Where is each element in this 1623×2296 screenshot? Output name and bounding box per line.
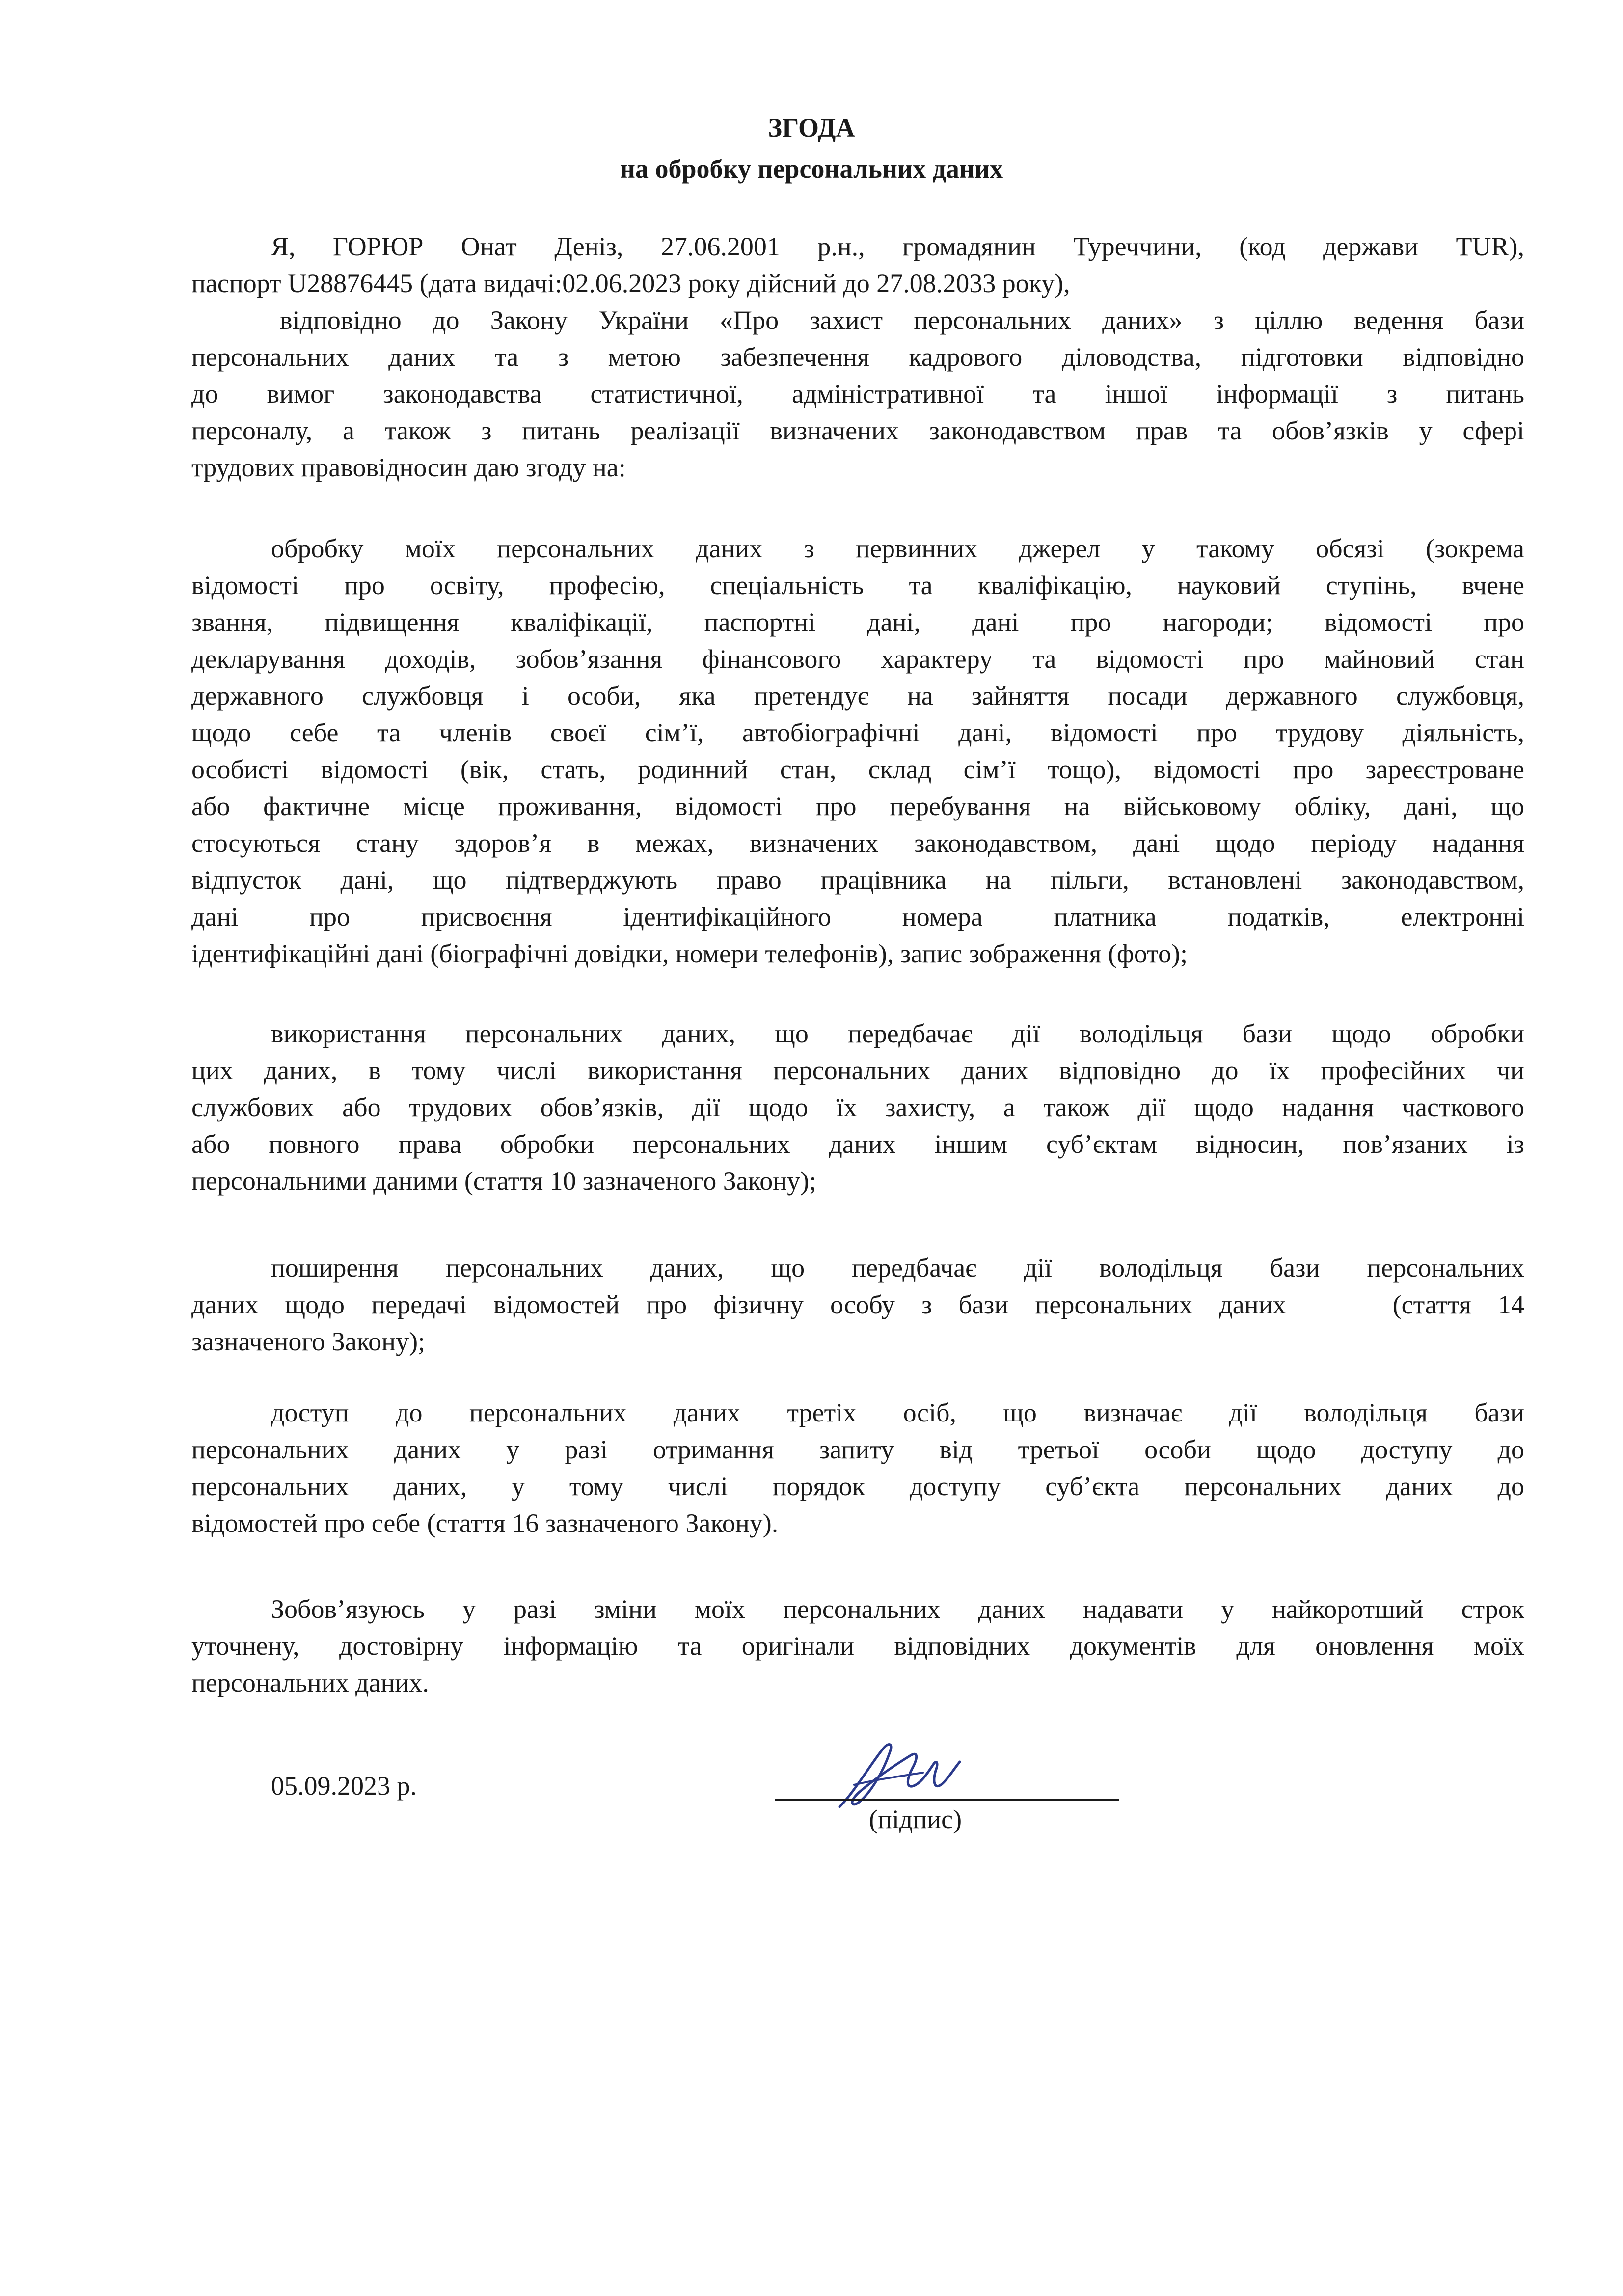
text-line: персональних даних, у тому числі порядок доступу суб’єкта персональних даних до — [191, 1472, 1524, 1501]
text-line: уточнену, достовірну інформацію та оригінали відповідних документів для оновлення моїх — [191, 1631, 1524, 1661]
consent-date: 05.09.2023 р. — [271, 1771, 417, 1801]
text-line: трудових правовідносин даю згоду на: — [191, 453, 626, 482]
text-line: відпусток дані, що підтверджують право працівника на пільги, встановлені законодавством, — [191, 865, 1524, 895]
text-line: поширення персональних даних, що передбачає дії володільця бази персональних — [271, 1253, 1524, 1283]
text-line: обробку моїх персональних даних з первинних джерел у такому обсязі (зокрема — [271, 534, 1524, 563]
text-line: персональних даних у разі отримання запиту від третьої особи щодо доступу до — [191, 1435, 1524, 1464]
text-line: до вимог законодавства статистичної, адміністративної та іншої інформації з питань — [191, 379, 1524, 409]
text-line: відомостей про себе (стаття 16 зазначеного Закону). — [191, 1508, 779, 1538]
text-line: дані про присвоєння ідентифікаційного номера платника податків, електронні — [191, 902, 1524, 931]
text-line: зазначеного Закону); — [191, 1327, 426, 1356]
text-line: відомості про освіту, професію, спеціальність та кваліфікацію, науковий ступінь, вчене — [191, 571, 1524, 600]
text-line: або повного права обробки персональних даних іншим суб’єктам відносин, пов’язаних із — [191, 1129, 1524, 1159]
usage-paragraph — [191, 1015, 1524, 1200]
text-line: або фактичне місце проживання, відомості про перебування на військовому обліку, дані, що — [191, 792, 1524, 821]
obligation-paragraph — [191, 1591, 1524, 1701]
document-subtitle: на обробку персональних даних — [620, 154, 1003, 184]
text-line: державного службовця і особи, яка претендує на зайняття посади державного службовця, — [191, 681, 1524, 711]
distribution-paragraph — [191, 1250, 1524, 1360]
text-line: декларування доходів, зобов’язання фінансового характеру та відомості про майновий стан — [191, 644, 1524, 674]
document-title: ЗГОДА — [768, 113, 855, 142]
text-line: персональних даних та з метою забезпечення кадрового діловодства, підготовки відповідно — [191, 342, 1524, 372]
text-line: доступ до персональних даних третіх осіб, що визначає дії володільця бази — [271, 1398, 1524, 1427]
text-line: персональними даними (стаття 10 зазначеного Закону); — [191, 1166, 817, 1196]
text-line: Я, ГОРЮР Онат Деніз, 27.06.2001 р.н., громадянин Туреччини, (код держави TUR), — [271, 232, 1524, 261]
text-line: використання персональних даних, що передбачає дії володільця бази щодо обробки — [271, 1019, 1524, 1048]
text-line: службових або трудових обов’язків, дії щодо їх захисту, а також дії щодо надання часткового — [191, 1093, 1524, 1122]
text-line: ідентифікаційні дані (біографічні довідки, номери телефонів), запис зображення (фото); — [191, 939, 1188, 968]
text-line: щодо себе та членів своєї сім’ї, автобіографічні дані, відомості про трудову діяльність, — [191, 718, 1524, 747]
text-line: паспорт U28876445 (дата видачі:02.06.2023 року дійсний до 27.08.2033 року), — [191, 269, 1070, 298]
text-line: Зобов’язуюсь у разі зміни моїх персональних даних надавати у найкоротший строк — [271, 1594, 1524, 1624]
signature-label: (підпис) — [869, 1804, 962, 1834]
text-line: цих даних, в тому числі використання персональних даних відповідно до їх професійних чи — [191, 1056, 1524, 1085]
text-line: відповідно до Закону України «Про захист персональних даних» з ціллю ведення бази — [280, 305, 1524, 335]
text-line: персоналу, а також з питань реалізації визначених законодавством прав та обов’язків у сфері — [191, 416, 1524, 445]
text-line: персональних даних. — [191, 1668, 429, 1697]
intro-paragraph — [191, 228, 1524, 486]
text-line: даних щодо передачі відомостей про фізичну особу з бази персональних даних (стаття 14 — [191, 1290, 1524, 1319]
signature-line — [775, 1799, 1119, 1801]
text-line: особисті відомості (вік, стать, родинний стан, склад сім’ї тощо), відомості про зареєстроване — [191, 755, 1524, 784]
text-line: звання, підвищення кваліфікації, паспортні дані, дані про нагороди; відомості про — [191, 607, 1524, 637]
text-line: стосуються стану здоров’я в межах, визначених законодавством, дані щодо періоду надання — [191, 828, 1524, 858]
access-paragraph — [191, 1394, 1524, 1542]
processing-paragraph — [191, 530, 1524, 972]
